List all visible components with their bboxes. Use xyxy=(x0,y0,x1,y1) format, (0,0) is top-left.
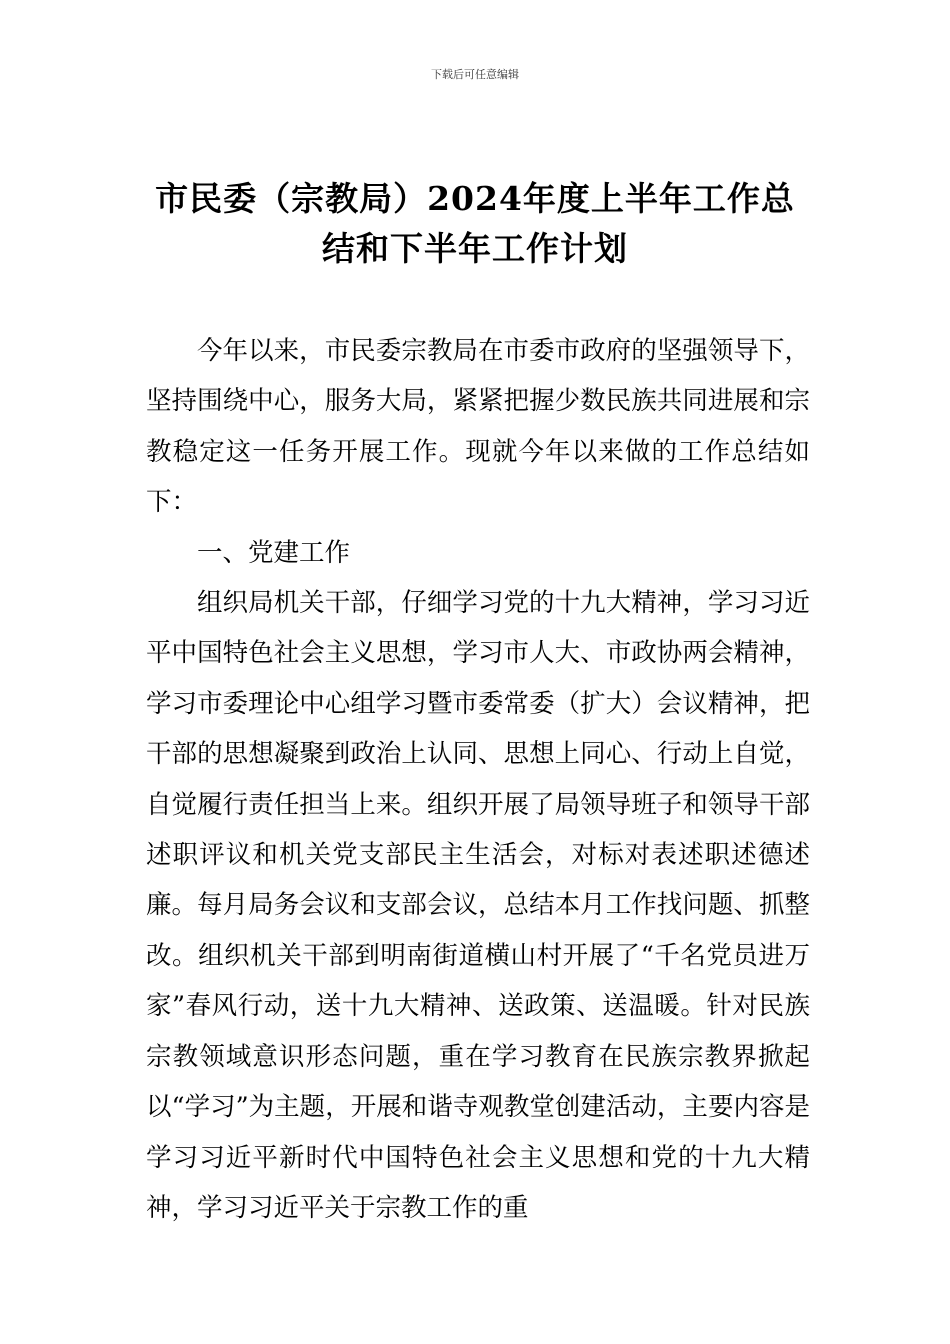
header-note: 下载后可任意编辑 xyxy=(431,68,519,81)
section-heading: 一、党建工作 xyxy=(197,537,351,568)
document-body xyxy=(146,326,810,1233)
document-title: 市民委（宗教局）2024年度上半年工作总结和下半年工作计划 xyxy=(155,179,795,268)
paragraph-party-building: 组织局机关干部，仔细学习党的十九大精神，学习习近平中国特色社会主义思想，学习市人大、市政协两会精神，学习市委理论中心组学习暨市委常委（扩大）会议精神，把干部的思想凝聚到政治上认同、思想上同心、行动上自觉，自觉履行责任担当上来。组织开展了局领导班子和领导干部述职评议和机关党支部民主生活会，对标对表述职述德述廉。每月局务会议和支部会议，总结本月工作找问题、抓整改。组织机关干部到明南街道横山村开展了“千名党员进万家”春风行动，送十九大精神、送政策、送温暖。针对民族宗教领域意识形态问题，重在学习教育在民族宗教界掀起以“学习”为主题，开展和谐寺观教堂创建活动，主要内容是学习习近平新时代中国特色社会主义思想和党的十九大精神，学习习近平关于宗教工作的重 xyxy=(146,588,810,1223)
paragraph-intro: 今年以来，市民委宗教局在市委市政府的坚强领导下，坚持围绕中心，服务大局，紧紧把握少数民族共同进展和宗教稳定这一任务开展工作。现就今年以来做的工作总结如下： xyxy=(146,336,810,518)
